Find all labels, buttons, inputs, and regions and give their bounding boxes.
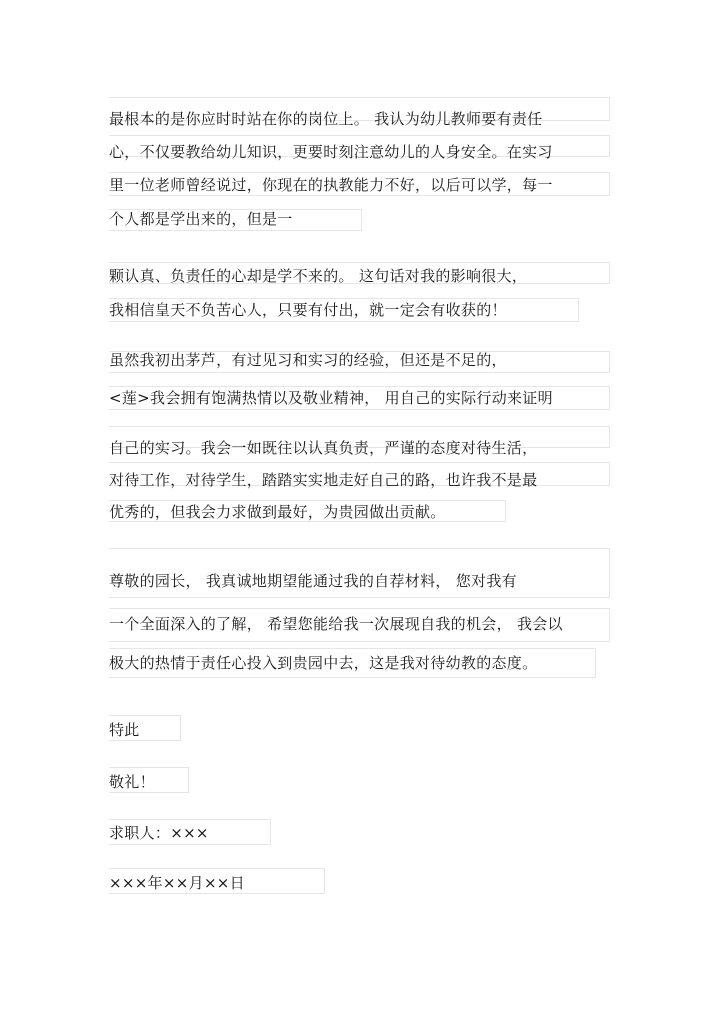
salutation: 敬礼！ (109, 773, 155, 791)
paragraph-line: 我相信皇天不负苦心人，只要有付出，就一定会有收获的！ (109, 301, 507, 319)
closing-phrase: 特此 (109, 721, 140, 739)
paragraph-line: 一个全面深入的了解， 希望您能给我一次展现自我的机会， 我会以 (109, 615, 563, 633)
paragraph-line: 自己的实习。我会一如既往以认真负责，严谨的态度对待生活， (109, 439, 538, 457)
paragraph-line: 对待工作，对待学生，踏踏实实地走好自己的路，也许我不是最 (109, 471, 538, 489)
paragraph-line: 最根本的是你应时时站在你的岗位上。 我认为幼儿教师要有责任 (109, 110, 543, 128)
paragraph-line: 尊敬的园长， 我真诚地期望能通过我的自荐材料， 您对我有 (109, 572, 517, 590)
paragraph-line: 优秀的，但我会力求做到最好，为贵园做出贡献。 (109, 503, 446, 521)
paragraph-line: 极大的热情于责任心投入到贵园中去，这是我对待幼教的态度。 (109, 654, 538, 672)
paragraph-line: 虽然我初出茅芦，有过见习和实习的经验，但还是不足的， (109, 351, 507, 369)
applicant-name: 求职人：××× (109, 824, 209, 842)
paragraph-line: 颗认真、负责任的心却是学不来的。 这句话对我的影响很大， (109, 267, 528, 285)
paragraph-line: 个人都是学出来的，但是一 (109, 210, 293, 228)
paragraph-line: 心，不仅要教给幼儿知识，更要时刻注意幼儿的人身安全。在实习 (109, 143, 553, 161)
paragraph-line: <莲>我会拥有饱满热情以及敬业精神， 用自己的实际行动来证明 (109, 389, 553, 407)
paragraph-line: 里一位老师曾经说过，你现在的执教能力不好，以后可以学，每一 (109, 176, 553, 194)
date-line: ×××年××月××日 (109, 874, 245, 892)
